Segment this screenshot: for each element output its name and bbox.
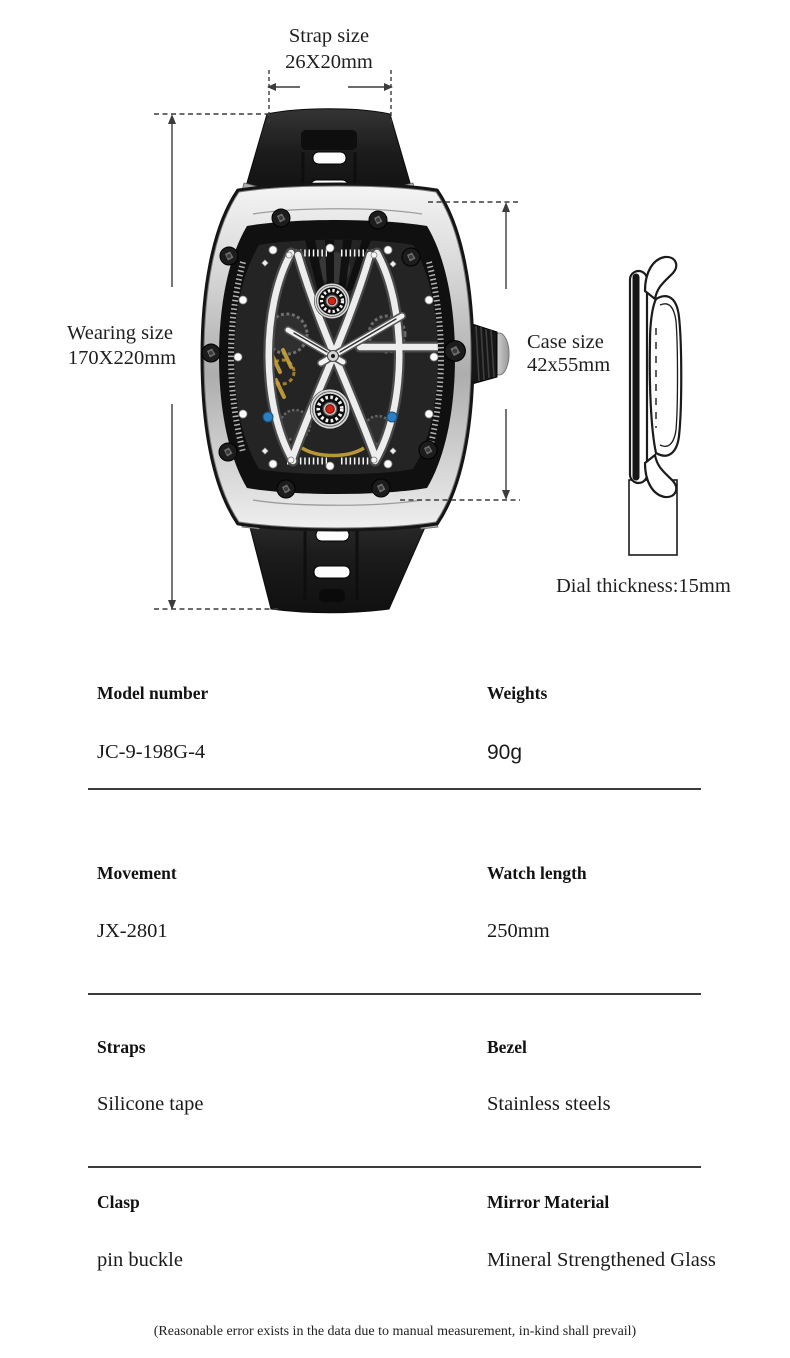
table-divider xyxy=(88,788,701,790)
spec-label-weights: Weights xyxy=(487,683,548,703)
spec-value-straps: Silicone tape xyxy=(97,1093,204,1115)
strap-size-label-line1: Strap size xyxy=(288,25,370,47)
dial-thickness-label: Dial thickness:15mm xyxy=(556,575,731,597)
case-size-label-line1: Case size xyxy=(527,331,604,353)
spec-value-movement: JX-2801 xyxy=(97,920,168,942)
spec-value-weights: 90g xyxy=(487,741,523,764)
spec-label-model-number: Model number xyxy=(97,683,209,703)
spec-label-mirror-material: Mirror Material xyxy=(487,1192,610,1212)
watch-dimension-diagram xyxy=(0,0,790,655)
spec-value-bezel: Stainless steels xyxy=(487,1093,611,1115)
table-divider xyxy=(88,1166,701,1168)
spec-value-mirror-material: Mineral Strengthened Glass xyxy=(487,1249,716,1271)
watch-skeleton-dial xyxy=(231,240,441,475)
spec-value-clasp: pin buckle xyxy=(97,1249,183,1271)
spec-label-clasp: Clasp xyxy=(97,1192,140,1212)
case-size-label-line2: 42x55mm xyxy=(527,354,611,376)
strap-size-label-line2: 26X20mm xyxy=(285,51,373,73)
wearing-size-label-line1: Wearing size xyxy=(67,322,173,344)
spec-label-movement: Movement xyxy=(97,863,177,883)
spec-label-bezel: Bezel xyxy=(487,1037,527,1057)
spec-value-model-number: JC-9-198G-4 xyxy=(97,741,206,763)
spec-label-watch-length: Watch length xyxy=(487,863,587,883)
watch-photo xyxy=(202,109,509,613)
spec-label-straps: Straps xyxy=(97,1037,146,1057)
watch-side-profile-drawing xyxy=(629,257,681,555)
spec-value-watch-length: 250mm xyxy=(487,920,550,942)
measurement-disclaimer: (Reasonable error exists in the data due to manual measurement, in-kind shall prevail) xyxy=(153,1324,637,1339)
wearing-size-label-line2: 170X220mm xyxy=(67,347,177,369)
table-divider xyxy=(88,993,701,995)
